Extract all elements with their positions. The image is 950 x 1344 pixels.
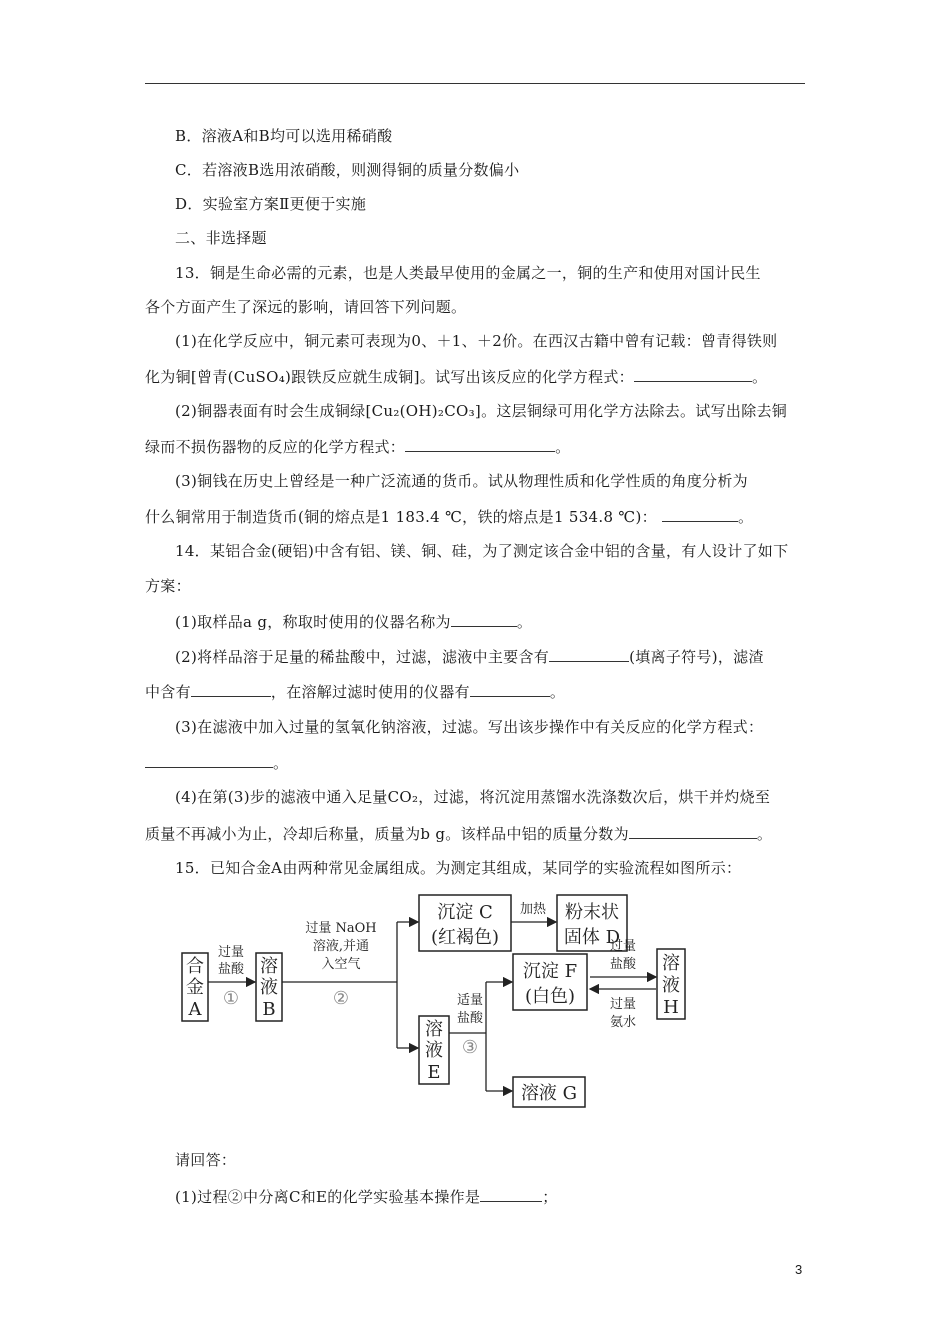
solution-e-char3: E	[427, 1062, 441, 1083]
q13-part1-1: (1)在化学反应中，铜元素可表现为0、＋1、＋2价。在西汉古籍中曾有记载：曾青得铁则	[175, 332, 778, 350]
q14-part3-2	[145, 753, 288, 772]
q13-part2-1: (2)铜器表面有时会生成铜绿[Cu₂(OH)₂CO₃]。这层铜绿可用化学方法除去。试写出除去铜	[175, 402, 788, 420]
semicolon: ；	[542, 1188, 558, 1206]
solution-b-char2: 液	[260, 977, 278, 998]
period: 。	[738, 508, 754, 526]
answer-blank[interactable]	[662, 507, 738, 522]
step1-reagent-1: 过量	[217, 945, 245, 960]
q13-part2-text: 绿而不损伤器物的反应的化学方程式：	[145, 438, 406, 456]
period: 。	[555, 438, 571, 456]
answer-blank[interactable]	[470, 682, 550, 697]
period: 。	[516, 613, 533, 631]
answer-blank[interactable]	[480, 1187, 542, 1202]
step2-circle: ②	[332, 988, 350, 1009]
period: 。	[756, 825, 773, 843]
q15-intro: 15．已知合金A由两种常见金属组成。为测定其组成，某同学的实验流程如图所示：	[175, 859, 742, 877]
option-c: C．若溶液B选用浓硝酸，则测得铜的质量分数偏小	[175, 161, 520, 179]
please-answer: 请回答：	[175, 1151, 237, 1169]
option-b: B．溶液A和B均可以选用稀硝酸	[175, 127, 393, 145]
solution-h-char2: 液	[662, 975, 680, 996]
q14-intro-1: 14．某铝合金(硬铝)中含有铝、镁、铜、硅，为了测定该合金中铝的含量，有人设计了如下	[175, 542, 789, 560]
q14-part2-1	[175, 647, 764, 666]
precipitate-f-color: (白色)	[524, 986, 576, 1007]
q13-part1-text: 化为铜[曾青(CuSO₄)跟铁反应就生成铜]。试写出该反应的化学方程式：	[145, 368, 634, 386]
step3-circle: ③	[461, 1037, 479, 1058]
answer-blank[interactable]	[549, 647, 629, 662]
alloy-a-char3: A	[188, 999, 202, 1020]
page-number: 3	[795, 1262, 803, 1277]
q14-part2-text-d: ，在溶解过滤时使用的仪器有	[270, 683, 470, 701]
solution-e-char1: 溶	[425, 1019, 443, 1040]
solution-g-label: 溶液 G	[520, 1083, 578, 1104]
q14-part4-text: 质量不再减小为止，冷却后称量，质量为b g。该样品中铝的质量分数为	[145, 825, 629, 843]
hf-reagent-1: 过量	[609, 997, 637, 1012]
period: 。	[549, 683, 566, 701]
q13-intro-1: 13．铜是生命必需的元素，也是人类最早使用的金属之一，铜的生产和使用对国计民生	[175, 264, 761, 282]
q13-intro-2: 各个方面产生了深远的影响，请回答下列问题。	[145, 298, 467, 316]
q13-part3-2	[145, 507, 753, 526]
precipitate-c-label: 沉淀 C	[437, 902, 493, 923]
alloy-a-char2: 金	[186, 977, 204, 998]
answer-blank[interactable]	[634, 367, 752, 382]
q13-part1-2	[145, 367, 767, 386]
option-d: D．实验室方案Ⅱ更便于实施	[175, 195, 367, 213]
precipitate-f-label: 沉淀 F	[522, 961, 578, 982]
precipitate-c-color: (红褐色)	[430, 927, 500, 948]
q14-part4-2	[145, 824, 772, 843]
powder-d-label: 粉末状	[565, 902, 619, 923]
step2-reagent-1: 过量 NaOH	[305, 921, 377, 936]
fh-reagent-1: 过量	[609, 939, 637, 954]
answer-blank[interactable]	[629, 824, 757, 839]
step3-reagent-1: 适量	[456, 993, 484, 1008]
answer-blank[interactable]	[145, 753, 273, 768]
step2-reagent-2: 溶液,并通	[312, 939, 370, 954]
q14-intro-2: 方案：	[145, 577, 191, 595]
fh-reagent-2: 盐酸	[609, 957, 637, 972]
step1-circle: ①	[222, 988, 240, 1009]
heat-label: 加热	[519, 902, 547, 917]
period: 。	[751, 368, 768, 386]
q14-part2-text-b: (填离子符号)，滤渣	[629, 648, 764, 666]
q15-part1	[175, 1187, 558, 1206]
q13-part2-2	[145, 437, 570, 456]
experiment-flow-diagram	[150, 888, 710, 1128]
solution-h-char3: H	[663, 997, 679, 1018]
q14-part2-text-c: 中含有	[145, 683, 191, 701]
q13-part3-1: (3)铜钱在历史上曾经是一种广泛流通的货币。试从物理性质和化学性质的角度分析为	[175, 472, 748, 490]
answer-blank[interactable]	[191, 682, 271, 697]
q14-part3-1: (3)在滤液中加入过量的氢氧化钠溶液，过滤。写出该步操作中有关反应的化学方程式：	[175, 718, 764, 736]
solution-h-char1: 溶	[662, 953, 680, 974]
hf-reagent-2: 氨水	[609, 1015, 637, 1030]
step1-reagent-2: 盐酸	[217, 962, 245, 977]
header-rule	[145, 83, 805, 84]
answer-blank[interactable]	[451, 612, 517, 627]
solution-b-char3: B	[262, 999, 276, 1020]
step3-reagent-2: 盐酸	[456, 1011, 484, 1026]
solution-e-char2: 液	[425, 1040, 443, 1061]
period: 。	[273, 754, 289, 772]
section-heading: 二、非选择题	[175, 229, 267, 247]
q14-part4-1: (4)在第(3)步的滤液中通入足量CO₂，过滤，将沉淀用蒸馏水洗涤数次后，烘干并灼烧至	[175, 788, 771, 806]
q14-part1-text: (1)取样品a g，称取时使用的仪器名称为	[175, 613, 451, 631]
q13-part3-text: 什么铜常用于制造货币(铜的熔点是1 183.4 ℃，铁的熔点是1 534.8 ℃)：	[145, 508, 657, 526]
q14-part1	[175, 612, 532, 631]
powder-d-name: 固体 D	[563, 927, 621, 948]
step2-reagent-3: 入空气	[321, 957, 361, 972]
solution-b-char1: 溶	[260, 956, 278, 977]
q15-part1-text: (1)过程②中分离C和E的化学实验基本操作是	[175, 1188, 481, 1206]
answer-blank[interactable]	[405, 437, 555, 452]
alloy-a-char1: 合	[186, 956, 204, 977]
q14-part2-text-a: (2)将样品溶于足量的稀盐酸中，过滤，滤液中主要含有	[175, 648, 550, 666]
q14-part2-2	[145, 682, 565, 701]
